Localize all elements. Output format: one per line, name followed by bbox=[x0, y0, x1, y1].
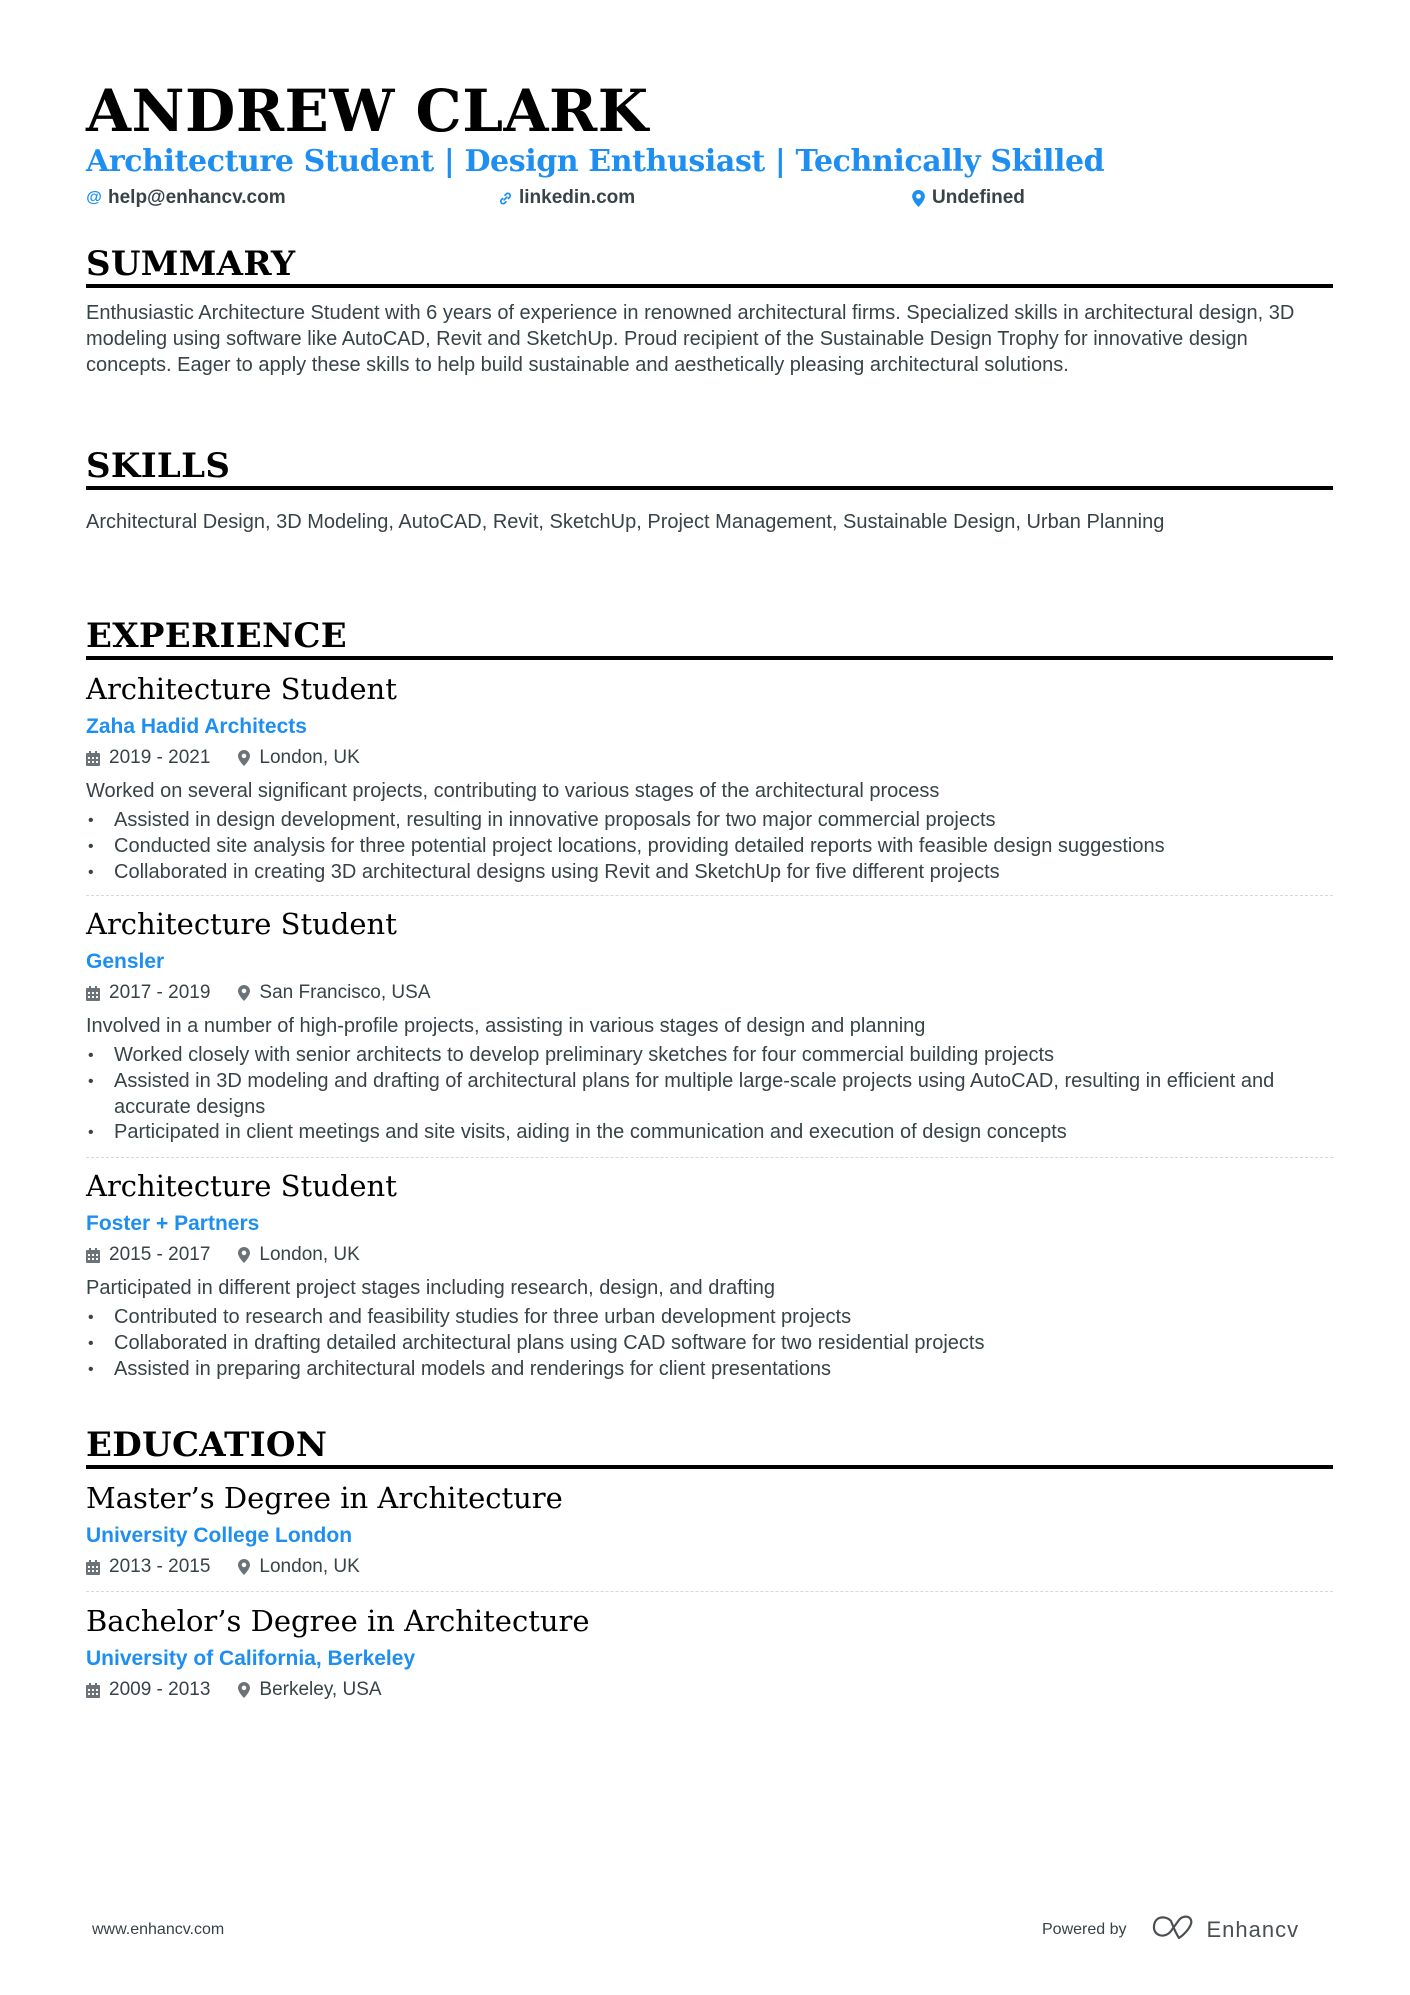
job-bullet: • Worked closely with senior architects to develop preliminary sketches for four commercial building projects bbox=[86, 1043, 1333, 1069]
contact-linkedin[interactable] bbox=[497, 186, 635, 210]
education-location: London, UK bbox=[259, 1556, 360, 1577]
location-pin-icon bbox=[238, 750, 250, 766]
education-dates: 2009 - 2013 bbox=[109, 1679, 211, 1700]
location-pin-icon bbox=[238, 1559, 250, 1575]
summary-text: Enthusiastic Architecture Student with 6 years of experience in renowned architectural firms. Specialized skills in architectural design, 3D modeling using software like AutoCAD, Revit and SketchUp. Proud recipient of the Sustainable Design Trophy for innovative design concepts. Eager to apply these skills to help build sustainable and aesthetically pleasing architectural solutions. bbox=[86, 302, 1295, 376]
enhancv-logo-icon bbox=[1151, 1914, 1197, 1945]
calendar-icon bbox=[86, 1248, 100, 1263]
education-school: University of California, Berkeley bbox=[86, 1647, 416, 1670]
enhancv-brand-name: Enhancv bbox=[1206, 1916, 1300, 1942]
job-location: San Francisco, USA bbox=[259, 982, 431, 1003]
job-bullet: • Assisted in 3D modeling and drafting of architectural plans for multiple large-scale projects using AutoCAD, resulting in efficient and accurate designs bbox=[86, 1069, 1333, 1121]
footer-website-link[interactable]: www.enhancv.com bbox=[92, 1921, 225, 1938]
enhancv-brand[interactable] bbox=[1151, 1914, 1300, 1945]
location-pin-icon bbox=[238, 985, 250, 1001]
education-dates: 2013 - 2015 bbox=[109, 1556, 211, 1577]
section-title-experience: EXPERIENCE bbox=[86, 616, 347, 656]
education-location: Berkeley, USA bbox=[259, 1679, 382, 1700]
section-title-skills: SKILLS bbox=[86, 446, 231, 486]
entry-divider bbox=[86, 1591, 1333, 1592]
contact-row bbox=[86, 186, 1333, 210]
job-location: London, UK bbox=[259, 747, 360, 768]
job-bullet: • Assisted in design development, resulting in innovative proposals for two major commercial projects bbox=[86, 808, 1333, 834]
powered-by-label: Powered by bbox=[1042, 1920, 1127, 1938]
entry-divider bbox=[86, 1157, 1333, 1158]
job-meta bbox=[86, 981, 459, 1005]
job-bullet: • Collaborated in drafting detailed architectural plans using CAD software for two residential projects bbox=[86, 1331, 1333, 1357]
education-school: University College London bbox=[86, 1524, 353, 1547]
job-title: Architecture Student bbox=[86, 1169, 397, 1203]
section-divider bbox=[86, 284, 1333, 288]
job-bullet: • Assisted in preparing architectural models and renderings for client presentations bbox=[86, 1357, 1333, 1383]
section-divider bbox=[86, 656, 1333, 660]
location-pin-icon bbox=[910, 190, 926, 207]
contact-location bbox=[910, 186, 1025, 210]
job-meta bbox=[86, 746, 388, 770]
section-divider bbox=[86, 1465, 1333, 1469]
education-meta bbox=[86, 1678, 410, 1702]
job-dates: 2015 - 2017 bbox=[109, 1244, 211, 1265]
job-bullet: • Conducted site analysis for three potential project locations, providing detailed reports with feasible design suggestions bbox=[86, 834, 1333, 860]
calendar-icon bbox=[86, 751, 100, 766]
section-title-summary: SUMMARY bbox=[86, 244, 296, 284]
job-title: Architecture Student bbox=[86, 672, 397, 706]
education-meta bbox=[86, 1555, 388, 1579]
education-degree: Master’s Degree in Architecture bbox=[86, 1481, 563, 1515]
contact-location-text: Undefined bbox=[932, 187, 1025, 208]
job-bullet: • Contributed to research and feasibility studies for three urban development projects bbox=[86, 1305, 1333, 1331]
at-icon: @ bbox=[86, 189, 102, 206]
calendar-icon bbox=[86, 1683, 100, 1698]
job-company: Gensler bbox=[86, 950, 165, 973]
contact-linkedin-text: linkedin.com bbox=[519, 187, 636, 208]
job-bullets bbox=[86, 1043, 1333, 1146]
job-location: London, UK bbox=[259, 1244, 360, 1265]
candidate-name: ANDREW CLARK bbox=[86, 77, 649, 145]
job-meta bbox=[86, 1243, 388, 1267]
job-company: Foster + Partners bbox=[86, 1212, 260, 1235]
calendar-icon bbox=[86, 986, 100, 1001]
job-company: Zaha Hadid Architects bbox=[86, 715, 307, 738]
job-bullets bbox=[86, 1305, 1333, 1382]
job-bullet: • Participated in client meetings and site visits, aiding in the communication and execution of design concepts bbox=[86, 1120, 1333, 1146]
job-bullets bbox=[86, 808, 1333, 885]
job-title: Architecture Student bbox=[86, 907, 397, 941]
job-description: Worked on several significant projects, contributing to various stages of the architectural process bbox=[86, 780, 940, 802]
job-bullet: • Collaborated in creating 3D architectural designs using Revit and SketchUp for five different projects bbox=[86, 860, 1333, 886]
footer-powered-by bbox=[1042, 1914, 1299, 1945]
section-divider bbox=[86, 486, 1333, 490]
link-icon bbox=[497, 191, 513, 206]
job-description: Participated in different project stages including research, design, and drafting bbox=[86, 1277, 775, 1299]
job-description: Involved in a number of high-profile projects, assisting in various stages of design and planning bbox=[86, 1015, 926, 1037]
contact-email[interactable] bbox=[86, 186, 286, 210]
location-pin-icon bbox=[238, 1247, 250, 1263]
education-degree: Bachelor’s Degree in Architecture bbox=[86, 1604, 590, 1638]
section-title-education: EDUCATION bbox=[86, 1425, 328, 1465]
contact-email-text: help@enhancv.com bbox=[108, 187, 286, 208]
skills-text: Architectural Design, 3D Modeling, AutoCAD, Revit, SketchUp, Project Management, Sustainable Design, Urban Planning bbox=[86, 511, 1165, 533]
job-dates: 2017 - 2019 bbox=[109, 982, 211, 1003]
candidate-headline: Architecture Student | Design Enthusiast | Technically Skilled bbox=[86, 144, 1105, 179]
calendar-icon bbox=[86, 1560, 100, 1575]
location-pin-icon bbox=[238, 1682, 250, 1698]
entry-divider bbox=[86, 895, 1333, 896]
job-dates: 2019 - 2021 bbox=[109, 747, 211, 768]
